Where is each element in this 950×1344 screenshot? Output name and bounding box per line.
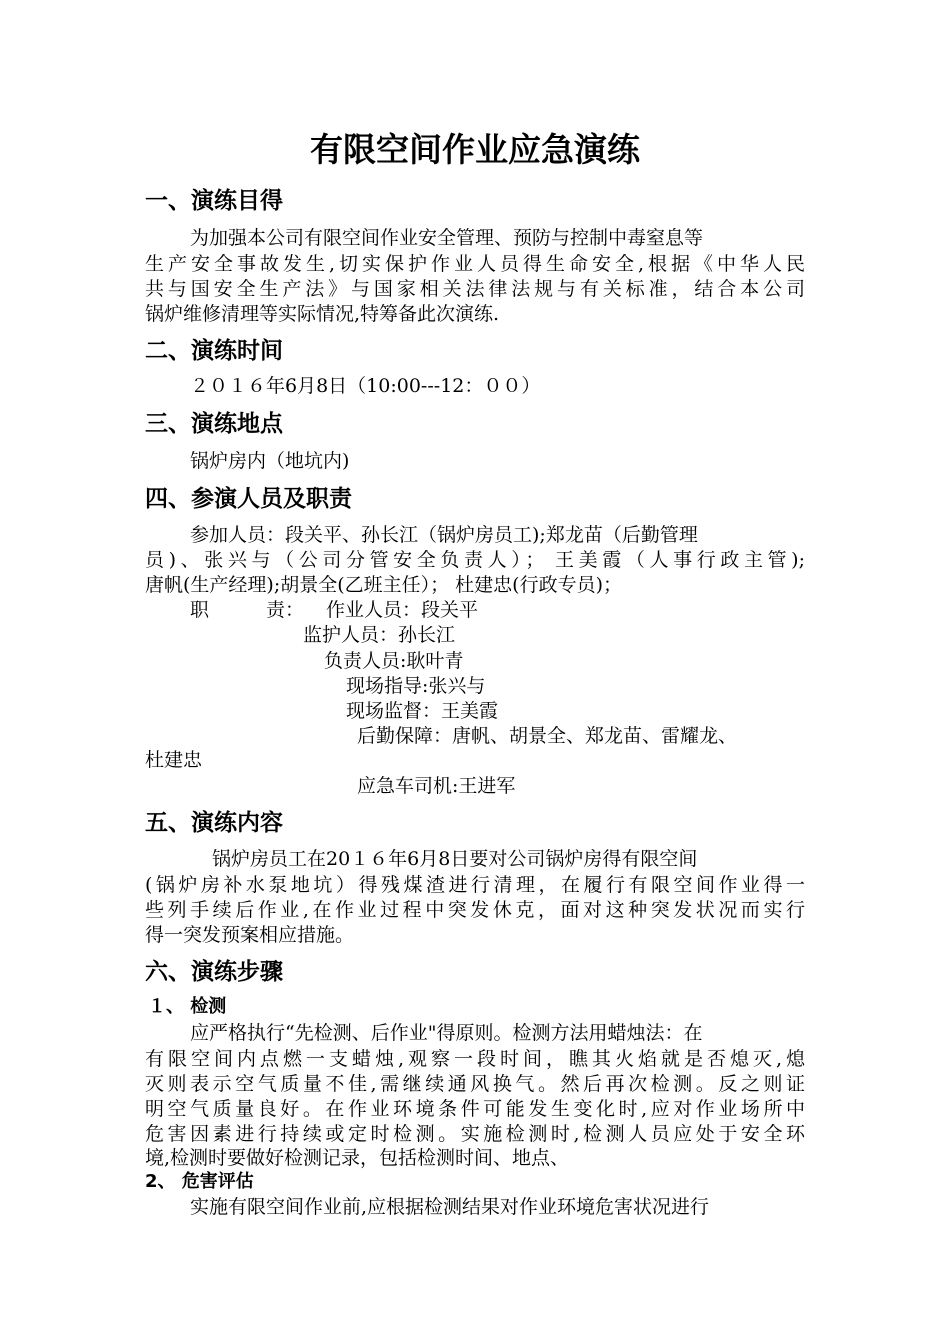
paragraph-line: 共与国安全生产法》与国家相关法律法规与有关标准，结合本公司 [145,278,805,300]
duty-label: 职 责： [190,599,305,621]
document-title: 有限空间作业应急演练 [310,130,640,169]
duty-item: 现场监督：王美霞 [346,700,499,722]
section-heading-participants: 四、参演人员及职责 [145,486,352,512]
step-heading-detection: １、 检测 [148,996,227,1017]
participants-line: 唐帆(生产经理);胡景全(乙班主任）； 杜建忠(行政专员)； [145,574,623,596]
paragraph-line: 些列手续后作业,在作业过程中突发休克，面对这种突发状况而实行 [145,899,805,921]
participants-line: 参加人员：段关平、孙长江（锅炉房员工);郑龙苗（后勤管理 [190,524,698,546]
section-heading-purpose: 一、演练目得 [145,188,283,214]
paragraph-line: 明空气质量良好。在作业环境条件可能发生变化时,应对作业场所中 [145,1098,805,1120]
section-heading-content: 五、演练内容 [145,810,283,836]
paragraph-line: 为加强本公司有限空间作业安全管理、预防与控制中毒窒息等 [190,227,704,249]
section-heading-steps: 六、演练步骤 [145,959,283,985]
duty-item: 应急车司机:王进军 [357,775,516,797]
paragraph-line: 有限空间内点燃一支蜡烛,观察一段时间，瞧其火焰就是否熄灭,熄 [145,1048,805,1070]
step-heading-hazard-assessment: 2、 危害评估 [145,1171,254,1192]
paragraph-line: 生产安全事故发生,切实保护作业人员得生命安全,根据《中华人民 [145,253,805,275]
paragraph-line: 锅炉维修清理等实际情况,特筹备此次演练. [145,303,500,325]
section-heading-time: 二、演练时间 [145,338,283,364]
paragraph-line: 锅炉房员工在20１６年6月8日要对公司锅炉房得有限空间 [212,848,698,870]
drill-time: ２０１６年6月8日（10:00---12：００） [190,375,541,397]
paragraph-line: 实施有限空间作业前,应根据检测结果对作业环境危害状况进行 [190,1196,710,1218]
paragraph-line: 危害因素进行持续或定时检测。实施检测时,检测人员应处于安全环 [145,1123,805,1145]
paragraph-line: 灭则表示空气质量不佳,需继续通风换气。然后再次检测。反之则证 [145,1073,805,1095]
duty-item: 杜建忠 [145,749,203,771]
paragraph-line: (锅炉房补水泵地坑）得残煤渣进行清理，在履行有限空间作业得一 [145,874,805,896]
duty-item: 负责人员:耿叶青 [324,650,464,672]
drill-location: 锅炉房内（地坑内) [190,450,350,472]
duty-item: 现场指导:张兴与 [346,675,486,697]
paragraph-line: 应严格执行“先检测、后作业"得原则。检测方法用蜡烛法：在 [190,1022,703,1044]
section-heading-location: 三、演练地点 [145,411,283,437]
duty-item: 作业人员：段关平 [326,599,479,621]
paragraph-line: 得一突发预案相应措施。 [145,924,355,946]
paragraph-line: 境,检测时要做好检测记录，包括检测时间、地点、 [145,1147,570,1169]
duty-item: 监护人员：孙长江 [303,624,456,646]
participants-line: 员)、张兴与（公司分管安全负责人）； 王美霞（人事行政主管); [145,549,805,571]
duty-item: 后勤保障：唐帆、胡景全、郑龙苗、雷耀龙、 [357,725,738,747]
